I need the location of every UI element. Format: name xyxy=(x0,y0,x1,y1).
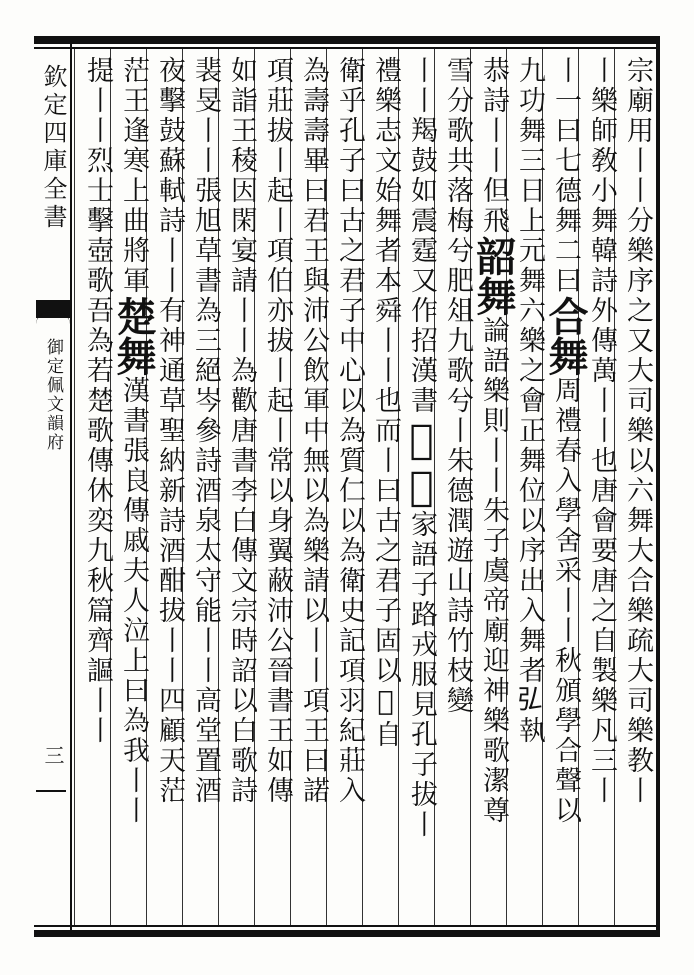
column-text: 恭詩丨丨但飛韶舞論語樂則丨丨朱子虞帝廟迎神樂歌潔尊 xyxy=(470,56,517,826)
book-title: 欽定四庫全書 xyxy=(39,64,67,232)
top-border-inner xyxy=(34,47,660,49)
text-column xyxy=(74,56,113,922)
column-text: 茫王逢寒上曲將軍楚舞漢書張良傳戚夫人泣上曰為我丨丨 xyxy=(110,56,157,826)
column-text: 丨丨羯鼓如震霆又作招漢書𠇆舞家語子路戎服見孔子拔丨 xyxy=(398,56,445,840)
headword: 𠇆舞 xyxy=(398,416,445,510)
column-text: 夜擊鼓蘇軾詩丨丨有神通草聖納新詩酒酣拔丨丨四顧天茫 xyxy=(154,56,185,806)
headword: 合舞 xyxy=(542,296,589,376)
column-text: 丨一曰七德舞二曰合舞周禮春入學舍采丨丨秋頒學合聲以 xyxy=(542,56,589,826)
column-text: 項莊拔丨起丨項伯亦拔丨起丨常以身翼蔽沛公晉書王如傳 xyxy=(262,56,293,806)
column-text: 如詣王稜因閑宴請丨丨為歡唐書李白傳文宗時詔以白歌詩 xyxy=(226,56,257,806)
top-border xyxy=(34,36,660,44)
column-text: 為壽壽畢曰君王與沛公飲軍中無以為樂請以丨丨項王曰諾 xyxy=(298,56,329,806)
leaf-mark xyxy=(36,790,66,792)
margin-divider xyxy=(70,44,72,930)
column-text: 宗廟用丨丨分樂序之又大司樂以六舞大合樂疏大司樂教丨 xyxy=(622,56,653,806)
column-text: 裴旻丨丨張旭草書為三絕岑參詩酒泉太守能丨丨高堂置酒 xyxy=(190,56,221,806)
column-text: 禮樂志文始舞者本舜丨丨也而丨曰古之君子固以𠇆自 xyxy=(370,56,401,750)
leaf-number: 三 xyxy=(41,745,65,765)
column-text: 提丨丨烈士擊壺歌吾為若楚歌傳休奕九秋篇齊謳丨丨 xyxy=(82,56,113,746)
column-text: 丨樂師敎小舞韓詩外傳萬丨丨也唐會要唐之自製樂凡三丨 xyxy=(586,56,617,806)
bottom-border-inner xyxy=(34,925,660,927)
column-text: 衛乎孔子曰古之君子中心以為質仁以為衛史記項羽紀莊入 xyxy=(334,56,365,806)
bottom-border xyxy=(34,930,660,937)
column-text: 雪分歌共落梅兮肥俎九歌兮丨朱德潤遊山詩竹枝變 xyxy=(442,56,473,716)
work-title: 御定佩文韻府 xyxy=(43,338,63,452)
headword: 韶舞 xyxy=(470,236,517,316)
column-text: 九功舞三日上元舞六樂之會正舞位以序出入舞者𢎞執 xyxy=(514,56,545,746)
headword: 楚舞 xyxy=(110,296,157,376)
fishtail-arc xyxy=(36,310,70,338)
